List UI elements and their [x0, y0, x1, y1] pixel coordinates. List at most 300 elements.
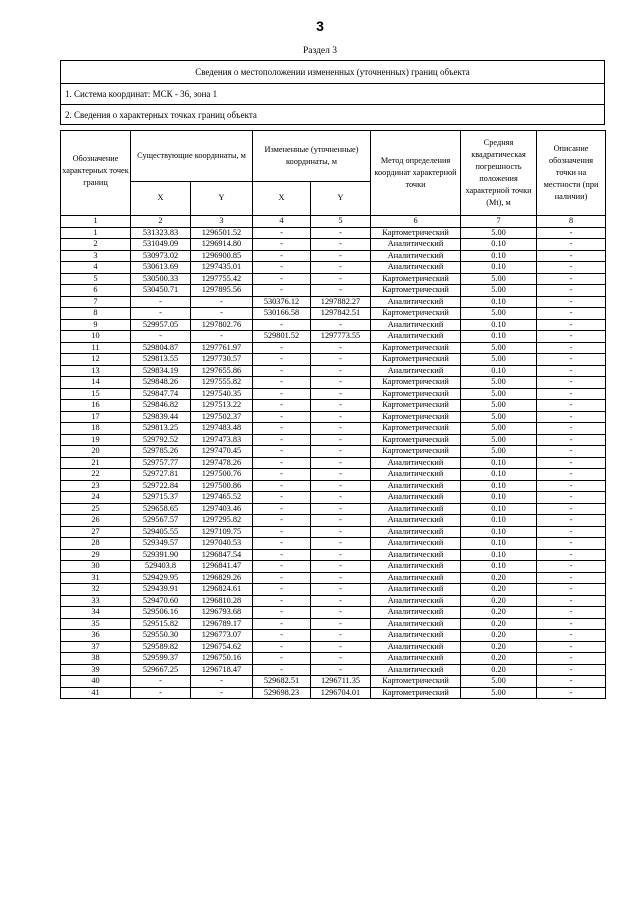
changed-x-cell: - [253, 411, 311, 423]
point-number-cell: 26 [61, 515, 131, 527]
point-number-cell: 39 [61, 664, 131, 676]
changed-y-cell: 1296711.35 [311, 676, 371, 688]
error-cell: 5.00 [461, 388, 537, 400]
existing-y-cell: 1297895.56 [191, 285, 253, 297]
table-row [61, 262, 606, 274]
method-cell: Картометрический [371, 687, 461, 699]
description-cell: - [537, 572, 606, 584]
table-row [61, 285, 606, 297]
header-changed-y: Y [311, 182, 371, 216]
method-cell: Аналитический [371, 262, 461, 274]
method-cell: Аналитический [371, 664, 461, 676]
header-description: Описание обозначения точки на местности (при наличии) [537, 131, 606, 216]
changed-x-cell: - [253, 618, 311, 630]
changed-y-cell: - [311, 469, 371, 481]
description-cell: - [537, 365, 606, 377]
header-existing: Существующие координаты, м [131, 131, 253, 182]
changed-y-cell: - [311, 434, 371, 446]
changed-x-cell: - [253, 434, 311, 446]
point-number-cell: 1 [61, 227, 131, 239]
changed-y-cell: 1297773.55 [311, 331, 371, 343]
section-label: Раздел 3 [303, 46, 337, 56]
changed-y-cell: - [311, 618, 371, 630]
method-cell: Аналитический [371, 526, 461, 538]
changed-y-cell: 1296704.01 [311, 687, 371, 699]
point-number-cell: 21 [61, 457, 131, 469]
existing-x-cell: 529848.26 [131, 377, 191, 389]
existing-y-cell: 1296810.28 [191, 595, 253, 607]
error-cell: 0.20 [461, 641, 537, 653]
existing-x-cell: 529834.19 [131, 365, 191, 377]
changed-x-cell: - [253, 388, 311, 400]
method-cell: Аналитический [371, 319, 461, 331]
existing-x-cell: 529405.55 [131, 526, 191, 538]
changed-x-cell: - [253, 285, 311, 297]
existing-x-cell: 529727.81 [131, 469, 191, 481]
error-cell: 5.00 [461, 227, 537, 239]
changed-y-cell: - [311, 480, 371, 492]
existing-x-cell: 529757.77 [131, 457, 191, 469]
existing-y-cell: 1297109.75 [191, 526, 253, 538]
column-number: 3 [191, 216, 253, 228]
changed-x-cell: 529698.23 [253, 687, 311, 699]
method-cell: Аналитический [371, 641, 461, 653]
description-cell: - [537, 630, 606, 642]
changed-y-cell: - [311, 250, 371, 262]
column-number: 6 [371, 216, 461, 228]
point-number-cell: 2 [61, 239, 131, 251]
existing-x-cell: 529957.05 [131, 319, 191, 331]
description-cell: - [537, 515, 606, 527]
existing-y-cell: 1296914.80 [191, 239, 253, 251]
point-number-cell: 34 [61, 607, 131, 619]
changed-x-cell: - [253, 641, 311, 653]
changed-y-cell: - [311, 595, 371, 607]
point-number-cell: 36 [61, 630, 131, 642]
changed-x-cell: - [253, 227, 311, 239]
existing-x-cell: 529792.52 [131, 434, 191, 446]
changed-x-cell: - [253, 538, 311, 550]
error-cell: 0.10 [461, 457, 537, 469]
description-cell: - [537, 469, 606, 481]
changed-x-cell: - [253, 319, 311, 331]
error-cell: 5.00 [461, 400, 537, 412]
table-row [61, 388, 606, 400]
error-cell: 5.00 [461, 676, 537, 688]
changed-x-cell: - [253, 653, 311, 665]
changed-y-cell: - [311, 377, 371, 389]
changed-y-cell: 1297842.51 [311, 308, 371, 320]
existing-y-cell: 1296900.85 [191, 250, 253, 262]
table-row [61, 503, 606, 515]
changed-x-cell: - [253, 342, 311, 354]
table-row [61, 239, 606, 251]
page-number: 3 [316, 18, 324, 34]
changed-x-cell: - [253, 492, 311, 504]
existing-y-cell: 1297483.48 [191, 423, 253, 435]
existing-y-cell: 1297500.76 [191, 469, 253, 481]
existing-y-cell: 1297755.42 [191, 273, 253, 285]
table-row [61, 653, 606, 665]
existing-x-cell: 529349.57 [131, 538, 191, 550]
changed-x-cell: - [253, 423, 311, 435]
existing-x-cell: 529658.65 [131, 503, 191, 515]
existing-x-cell: 529550.30 [131, 630, 191, 642]
description-cell: - [537, 676, 606, 688]
point-number-cell: 32 [61, 584, 131, 596]
description-cell: - [537, 239, 606, 251]
method-cell: Картометрический [371, 377, 461, 389]
existing-x-cell: 529804.87 [131, 342, 191, 354]
changed-x-cell: - [253, 480, 311, 492]
changed-x-cell: - [253, 446, 311, 458]
changed-y-cell: - [311, 572, 371, 584]
changed-y-cell: - [311, 630, 371, 642]
existing-x-cell: 529599.37 [131, 653, 191, 665]
coord-system: 1. Система координат: МСК - 36, зона 1 [61, 84, 605, 105]
description-cell: - [537, 538, 606, 550]
existing-x-cell: 529589.82 [131, 641, 191, 653]
error-cell: 0.10 [461, 331, 537, 343]
point-number-cell: 25 [61, 503, 131, 515]
error-cell: 0.10 [461, 319, 537, 331]
point-number-cell: 13 [61, 365, 131, 377]
changed-x-cell: - [253, 664, 311, 676]
existing-x-cell: 529515.82 [131, 618, 191, 630]
existing-x-cell: 531323.83 [131, 227, 191, 239]
header-existing-y: Y [191, 182, 253, 216]
changed-y-cell: - [311, 526, 371, 538]
changed-x-cell: - [253, 630, 311, 642]
method-cell: Аналитический [371, 607, 461, 619]
description-cell: - [537, 526, 606, 538]
header-row-1 [61, 131, 606, 182]
point-number-cell: 19 [61, 434, 131, 446]
error-cell: 5.00 [461, 687, 537, 699]
changed-y-cell: - [311, 607, 371, 619]
existing-x-cell: 529715.37 [131, 492, 191, 504]
method-cell: Аналитический [371, 561, 461, 573]
column-number-row [61, 216, 606, 228]
description-cell: - [537, 273, 606, 285]
point-number-cell: 24 [61, 492, 131, 504]
existing-x-cell: 529785.26 [131, 446, 191, 458]
point-number-cell: 28 [61, 538, 131, 550]
existing-y-cell: 1297500.86 [191, 480, 253, 492]
point-number-cell: 29 [61, 549, 131, 561]
existing-y-cell: 1297730.57 [191, 354, 253, 366]
existing-x-cell: 529667.25 [131, 664, 191, 676]
header-changed: Измененные (уточненные) координаты, м [253, 131, 371, 182]
changed-x-cell: - [253, 400, 311, 412]
changed-x-cell: - [253, 262, 311, 274]
changed-x-cell: - [253, 515, 311, 527]
changed-y-cell: - [311, 388, 371, 400]
table-title: Сведения о местоположении измененных (уточненных) границ объекта [61, 61, 605, 84]
table-row [61, 469, 606, 481]
point-number-cell: 11 [61, 342, 131, 354]
existing-x-cell: - [131, 308, 191, 320]
error-cell: 0.10 [461, 262, 537, 274]
changed-y-cell: - [311, 492, 371, 504]
existing-y-cell: - [191, 308, 253, 320]
description-cell: - [537, 492, 606, 504]
error-cell: 0.20 [461, 653, 537, 665]
point-number-cell: 10 [61, 331, 131, 343]
table-row [61, 400, 606, 412]
header-method: Метод определения координат характерной точки [371, 131, 461, 216]
table-row [61, 446, 606, 458]
point-number-cell: 9 [61, 319, 131, 331]
error-cell: 0.20 [461, 618, 537, 630]
existing-y-cell: - [191, 296, 253, 308]
column-number: 2 [131, 216, 191, 228]
method-cell: Картометрический [371, 676, 461, 688]
changed-x-cell: - [253, 607, 311, 619]
points-title: 2. Сведения о характерных точках границ объекта [61, 105, 605, 125]
description-cell: - [537, 480, 606, 492]
error-cell: 0.20 [461, 607, 537, 619]
changed-x-cell: - [253, 457, 311, 469]
table-row [61, 227, 606, 239]
point-number-cell: 14 [61, 377, 131, 389]
existing-x-cell: 530450.71 [131, 285, 191, 297]
table-row [61, 273, 606, 285]
existing-y-cell: 1296789.17 [191, 618, 253, 630]
error-cell: 0.10 [461, 526, 537, 538]
table-row [61, 630, 606, 642]
description-cell: - [537, 584, 606, 596]
error-cell: 0.20 [461, 572, 537, 584]
changed-x-cell: - [253, 239, 311, 251]
description-cell: - [537, 342, 606, 354]
point-number-cell: 40 [61, 676, 131, 688]
table-row [61, 250, 606, 262]
existing-x-cell: 529506.16 [131, 607, 191, 619]
changed-y-cell: - [311, 664, 371, 676]
changed-x-cell: 530166.58 [253, 308, 311, 320]
description-cell: - [537, 227, 606, 239]
description-cell: - [537, 377, 606, 389]
point-number-cell: 41 [61, 687, 131, 699]
method-cell: Картометрический [371, 273, 461, 285]
point-number-cell: 3 [61, 250, 131, 262]
table-row [61, 584, 606, 596]
description-cell: - [537, 262, 606, 274]
point-number-cell: 23 [61, 480, 131, 492]
method-cell: Аналитический [371, 296, 461, 308]
point-number-cell: 6 [61, 285, 131, 297]
changed-x-cell: - [253, 584, 311, 596]
changed-x-cell: - [253, 377, 311, 389]
method-cell: Картометрический [371, 434, 461, 446]
method-cell: Аналитический [371, 630, 461, 642]
column-number: 4 [253, 216, 311, 228]
existing-y-cell: 1296750.16 [191, 653, 253, 665]
existing-y-cell: - [191, 676, 253, 688]
point-number-cell: 8 [61, 308, 131, 320]
method-cell: Картометрический [371, 308, 461, 320]
error-cell: 0.10 [461, 250, 537, 262]
method-cell: Картометрический [371, 446, 461, 458]
changed-y-cell: - [311, 584, 371, 596]
changed-y-cell: - [311, 549, 371, 561]
changed-x-cell: 529682.51 [253, 676, 311, 688]
existing-y-cell: 1296718.47 [191, 664, 253, 676]
error-cell: 0.10 [461, 503, 537, 515]
method-cell: Аналитический [371, 457, 461, 469]
changed-x-cell: - [253, 250, 311, 262]
error-cell: 0.10 [461, 296, 537, 308]
method-cell: Аналитический [371, 365, 461, 377]
existing-x-cell: 529846.82 [131, 400, 191, 412]
changed-y-cell: - [311, 262, 371, 274]
error-cell: 5.00 [461, 285, 537, 297]
method-cell: Аналитический [371, 538, 461, 550]
description-cell: - [537, 331, 606, 343]
existing-x-cell: 529391.90 [131, 549, 191, 561]
point-number-cell: 7 [61, 296, 131, 308]
existing-x-cell: 530973.02 [131, 250, 191, 262]
table-row [61, 308, 606, 320]
error-cell: 5.00 [461, 308, 537, 320]
table-row [61, 538, 606, 550]
description-cell: - [537, 549, 606, 561]
method-cell: Аналитический [371, 584, 461, 596]
changed-y-cell: - [311, 515, 371, 527]
existing-y-cell: 1296824.61 [191, 584, 253, 596]
changed-x-cell: - [253, 354, 311, 366]
table-row [61, 423, 606, 435]
error-cell: 5.00 [461, 377, 537, 389]
description-cell: - [537, 250, 606, 262]
changed-y-cell: - [311, 561, 371, 573]
existing-y-cell: 1297473.83 [191, 434, 253, 446]
existing-y-cell: 1297435.01 [191, 262, 253, 274]
changed-y-cell: - [311, 285, 371, 297]
existing-y-cell: 1296829.26 [191, 572, 253, 584]
method-cell: Аналитический [371, 549, 461, 561]
existing-x-cell: 529439.91 [131, 584, 191, 596]
description-cell: - [537, 354, 606, 366]
table-row [61, 572, 606, 584]
changed-x-cell: - [253, 469, 311, 481]
method-cell: Аналитический [371, 572, 461, 584]
table-row [61, 676, 606, 688]
changed-y-cell: - [311, 457, 371, 469]
description-cell: - [537, 296, 606, 308]
description-cell: - [537, 446, 606, 458]
error-cell: 0.10 [461, 515, 537, 527]
existing-x-cell: 529429.95 [131, 572, 191, 584]
changed-y-cell: - [311, 641, 371, 653]
changed-y-cell: - [311, 653, 371, 665]
existing-x-cell: 529813.25 [131, 423, 191, 435]
table-row [61, 331, 606, 343]
column-number: 7 [461, 216, 537, 228]
changed-x-cell: 530376.12 [253, 296, 311, 308]
method-cell: Картометрический [371, 411, 461, 423]
table-row [61, 526, 606, 538]
description-cell: - [537, 561, 606, 573]
existing-y-cell: 1296501.52 [191, 227, 253, 239]
description-cell: - [537, 388, 606, 400]
existing-y-cell: 1297040.53 [191, 538, 253, 550]
changed-y-cell: - [311, 354, 371, 366]
table-row [61, 561, 606, 573]
existing-y-cell: 1297295.82 [191, 515, 253, 527]
existing-y-cell: 1296847.54 [191, 549, 253, 561]
changed-y-cell: - [311, 239, 371, 251]
error-cell: 5.00 [461, 354, 537, 366]
point-number-cell: 27 [61, 526, 131, 538]
description-cell: - [537, 400, 606, 412]
method-cell: Картометрический [371, 342, 461, 354]
header-existing-x: X [131, 182, 191, 216]
point-number-cell: 30 [61, 561, 131, 573]
existing-y-cell: 1296754.62 [191, 641, 253, 653]
changed-y-cell: - [311, 538, 371, 550]
existing-y-cell: 1297555.82 [191, 377, 253, 389]
changed-y-cell: - [311, 227, 371, 239]
method-cell: Аналитический [371, 250, 461, 262]
existing-y-cell: 1297540.35 [191, 388, 253, 400]
error-cell: 0.10 [461, 549, 537, 561]
table-row [61, 365, 606, 377]
description-cell: - [537, 457, 606, 469]
method-cell: Картометрический [371, 285, 461, 297]
existing-y-cell: 1297761.97 [191, 342, 253, 354]
error-cell: 5.00 [461, 434, 537, 446]
error-cell: 5.00 [461, 342, 537, 354]
error-cell: 0.10 [461, 365, 537, 377]
point-number-cell: 4 [61, 262, 131, 274]
method-cell: Картометрический [371, 388, 461, 400]
description-cell: - [537, 285, 606, 297]
description-cell: - [537, 641, 606, 653]
description-cell: - [537, 503, 606, 515]
table-row [61, 607, 606, 619]
point-number-cell: 35 [61, 618, 131, 630]
existing-x-cell: 529470.60 [131, 595, 191, 607]
boundary-points-table [60, 130, 606, 699]
table-row [61, 618, 606, 630]
description-cell: - [537, 618, 606, 630]
existing-x-cell: 529847.74 [131, 388, 191, 400]
existing-y-cell: 1297655.86 [191, 365, 253, 377]
table-row [61, 595, 606, 607]
changed-y-cell: - [311, 503, 371, 515]
method-cell: Аналитический [371, 480, 461, 492]
error-cell: 0.10 [461, 480, 537, 492]
table-row [61, 296, 606, 308]
error-cell: 0.10 [461, 492, 537, 504]
existing-x-cell: - [131, 687, 191, 699]
table-row [61, 515, 606, 527]
description-cell: - [537, 607, 606, 619]
existing-x-cell: 529839.44 [131, 411, 191, 423]
existing-y-cell: 1297403.46 [191, 503, 253, 515]
point-number-cell: 20 [61, 446, 131, 458]
point-number-cell: 5 [61, 273, 131, 285]
changed-y-cell: - [311, 273, 371, 285]
method-cell: Аналитический [371, 331, 461, 343]
existing-y-cell: 1296841.47 [191, 561, 253, 573]
point-number-cell: 16 [61, 400, 131, 412]
error-cell: 0.10 [461, 561, 537, 573]
existing-x-cell: 530613.69 [131, 262, 191, 274]
existing-x-cell: - [131, 331, 191, 343]
